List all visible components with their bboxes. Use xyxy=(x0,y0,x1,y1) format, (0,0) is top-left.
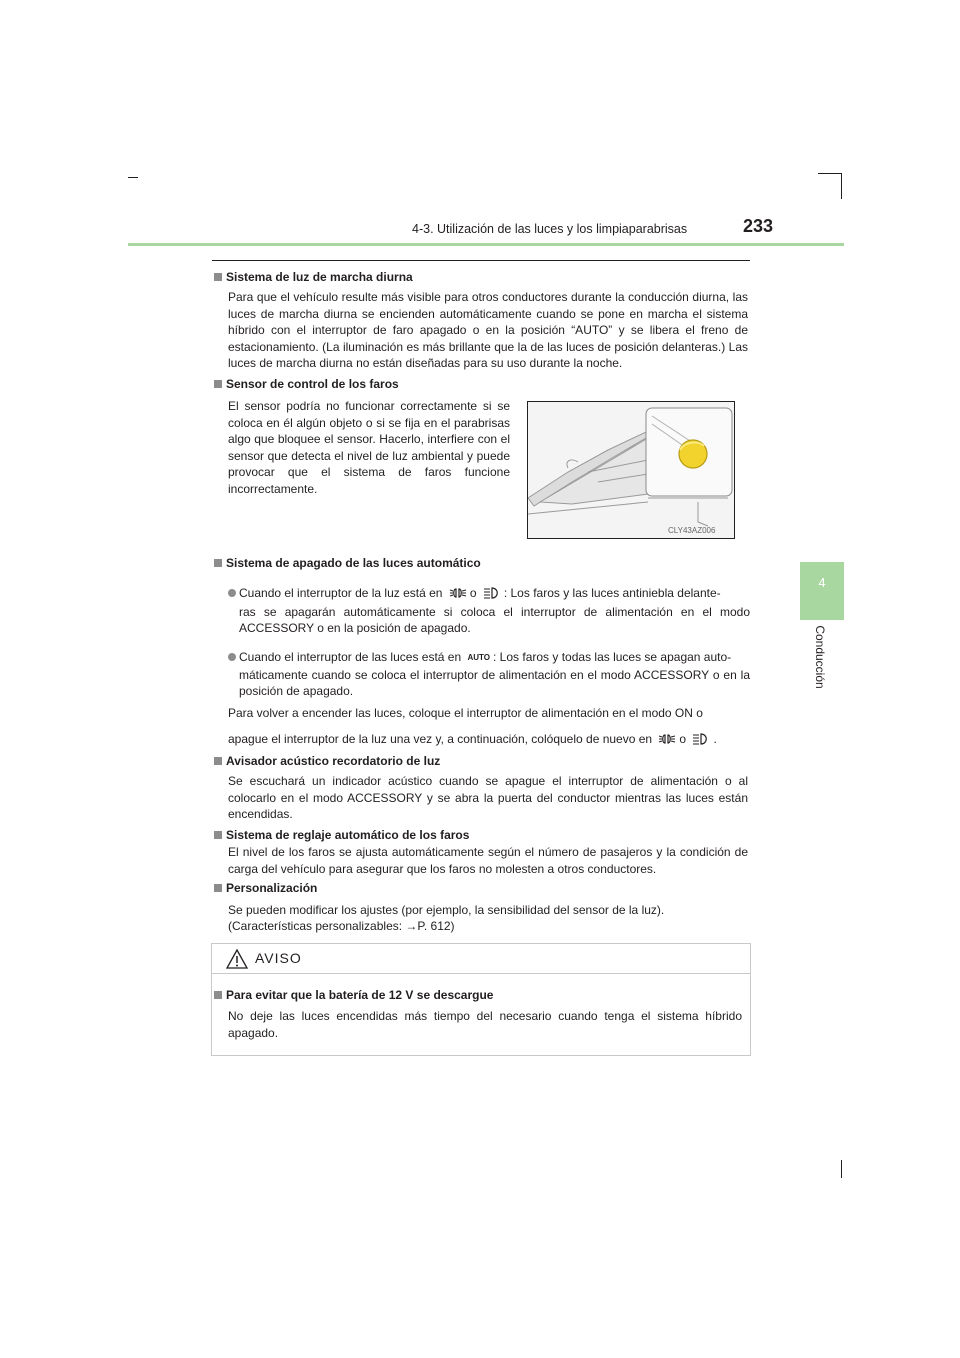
section-body-buzzer: Se escuchará un indicador acústico cuando se apague el interruptor de alimentación o al colocarlo en el modo ACCESSORY y se abra la puerta del conductor mientras las luces están encendidas. xyxy=(228,774,748,821)
warning-triangle-icon xyxy=(225,948,249,975)
round-bullet-icon xyxy=(228,653,236,661)
section-heading-buzzer: Avisador acústico recordatorio de luz xyxy=(214,754,440,768)
crop-mark xyxy=(818,173,842,174)
round-bullet-icon xyxy=(228,589,236,597)
crop-mark xyxy=(128,177,138,178)
section-body-custom-line1: Se pueden modificar los ajustes (por ejemplo, la sensibilidad del sensor de la luz). xyxy=(228,903,665,917)
square-bullet-icon xyxy=(214,559,222,567)
section-heading-custom: Personalización xyxy=(214,881,317,895)
square-bullet-icon xyxy=(214,273,222,281)
section-body-sensor: El sensor podría no funcionar correctamente si se coloca en él algún objeto o si se fija en el parabrisas algo que bloquee el sensor. Hacerlo, interfiere con el sensor que detecta el nivel de luz ambiental y puede provocar que el sistema de faros funcione incorrectamente. xyxy=(228,399,510,496)
parking-light-icon xyxy=(449,587,467,604)
square-bullet-icon xyxy=(214,884,222,892)
square-bullet-icon xyxy=(214,757,222,765)
crop-mark xyxy=(841,1160,842,1178)
square-bullet-icon xyxy=(214,380,222,388)
chapter-label: Conducción xyxy=(813,625,827,689)
warning-heading: Para evitar que la batería de 12 V se descargue xyxy=(214,988,493,1002)
square-bullet-icon xyxy=(214,991,222,999)
parking-light-icon xyxy=(658,733,676,750)
section-heading-drl: Sistema de luz de marcha diurna xyxy=(214,270,413,284)
section-body-drl: Para que el vehículo resulte más visible para otros conductores durante la conducción diurna, las luces de marcha diurna se encienden automáticamente cuando se pone en marcha el sistema híbrido con el interruptor de faro apagado o en la posición “AUTO” y se libera el freno de estacionamiento. (La iluminación es más brillante que la de las luces de posición delanteras.) Las luces de marcha diurna no están diseñadas para su uso durante la noche. xyxy=(228,290,748,370)
section-body-custom-line2: (Características personalizables: →P. 612) xyxy=(228,919,455,933)
section-body-leveling: El nivel de los faros se ajusta automáticamente según el número de pasajeros y la condición de carga del vehículo para asegurar que los faros no molesten a otros conductores. xyxy=(228,845,748,876)
page-number: 233 xyxy=(743,216,774,236)
headlight-icon xyxy=(483,587,501,604)
auto-off-para-2: apague el interruptor de la luz una vez y, a continuación, colóquelo de nuevo en o . xyxy=(228,731,748,750)
section-heading-leveling: Sistema de reglaje automático de los faros xyxy=(214,828,469,842)
chapter-number: 4 xyxy=(818,575,826,590)
square-bullet-icon xyxy=(214,831,222,839)
content-top-rule xyxy=(212,260,750,261)
headlight-icon xyxy=(692,733,710,750)
auto-off-bullet-1: Cuando el interruptor de la luz está en o : Los faros y las luces antiniebla delante- ras se apagarán automáticamente si coloca el interruptor de alimentación en el modo ACCESSORY o en la posición de apagado. xyxy=(228,585,750,637)
figure-code: CLY43AZ006 xyxy=(668,526,716,535)
warning-title: AVISO xyxy=(255,950,302,966)
header-divider xyxy=(128,243,844,246)
auto-light-icon: AUTO xyxy=(467,653,491,662)
section-heading-sensor: Sensor de control de los faros xyxy=(214,377,399,391)
sensor-location-image xyxy=(528,402,734,538)
crop-mark xyxy=(841,173,842,199)
warning-body: No deje las luces encendidas más tiempo del necesario cuando tenga el sistema híbrido apagado. xyxy=(228,1009,742,1040)
sensor-illustration xyxy=(527,401,735,539)
auto-off-para-1: Para volver a encender las luces, coloque el interruptor de alimentación en el modo ON o xyxy=(228,706,703,720)
header-title: 4-3. Utilización de las luces y los limpiaparabrisas xyxy=(412,222,688,236)
auto-off-bullet-2: Cuando el interruptor de las luces está en AUTO : Los faros y todas las luces se apagan auto- máticamente cuando se coloca el interruptor de alimentación en el modo ACCESSORY o en la posición de apagado. xyxy=(228,649,750,700)
warning-divider xyxy=(212,973,750,974)
section-heading-auto-off: Sistema de apagado de las luces automático xyxy=(214,556,481,570)
